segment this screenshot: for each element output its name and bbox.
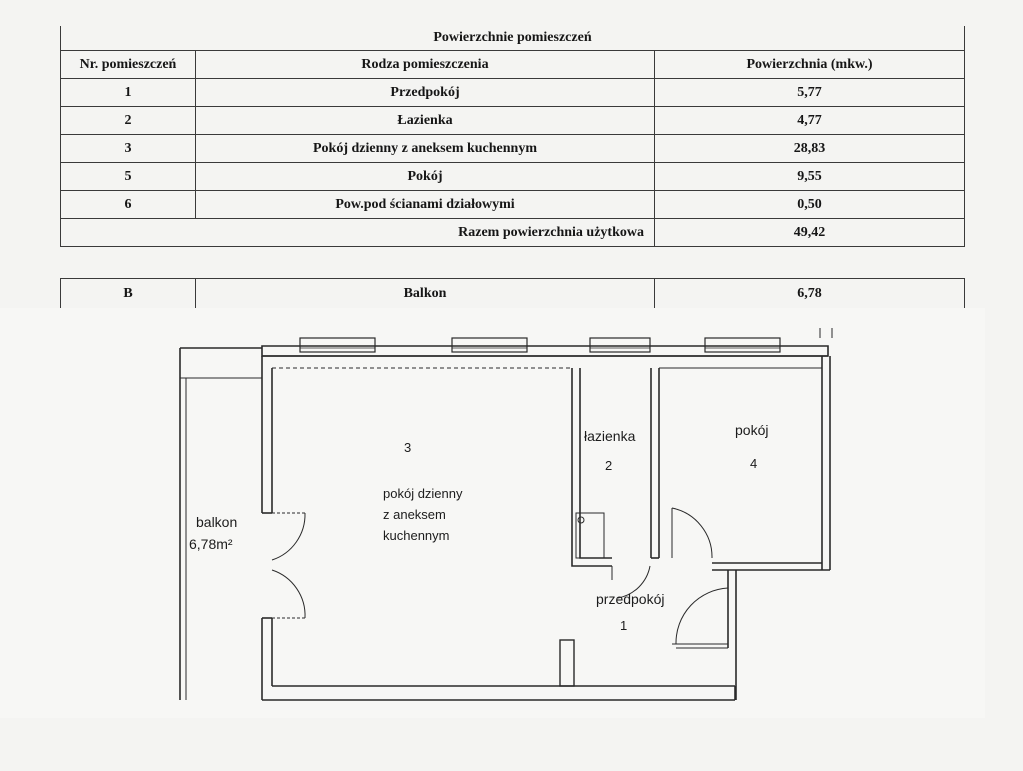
door-swing bbox=[272, 570, 305, 618]
wall-stub bbox=[560, 640, 574, 686]
total-label: Razem powierzchnia użytkowa bbox=[61, 219, 655, 247]
room-number: 1 bbox=[61, 79, 196, 107]
floor-plan bbox=[0, 308, 985, 718]
balcony-area: 6,78 bbox=[655, 279, 965, 310]
room-number: 6 bbox=[61, 191, 196, 219]
table-row bbox=[61, 135, 965, 163]
room-type: Przedpokój bbox=[196, 79, 655, 107]
total-row bbox=[61, 219, 965, 247]
room2-label: łazienka bbox=[584, 428, 636, 444]
room4-label: pokój bbox=[735, 422, 769, 438]
table-row bbox=[61, 79, 965, 107]
balcony-area-label: 6,78m² bbox=[189, 536, 233, 552]
room2-number: 2 bbox=[605, 458, 613, 473]
table-row bbox=[61, 107, 965, 135]
room3-label-line3: kuchennym bbox=[383, 528, 450, 543]
balcony-row bbox=[61, 279, 965, 310]
room4-number: 4 bbox=[750, 456, 758, 471]
window bbox=[300, 338, 375, 352]
balcony-type: Balkon bbox=[196, 279, 655, 310]
room4-door-swing bbox=[672, 508, 712, 558]
door-swing bbox=[272, 513, 305, 560]
window bbox=[705, 338, 780, 352]
room-area: 5,77 bbox=[655, 79, 965, 107]
room1-number: 1 bbox=[620, 618, 628, 633]
balcony-table bbox=[60, 278, 965, 309]
room-area: 9,55 bbox=[655, 163, 965, 191]
room-area: 28,83 bbox=[655, 135, 965, 163]
room3-label-line1: pokój dzienny bbox=[383, 486, 463, 501]
window bbox=[590, 338, 650, 352]
floor-plan-drawing bbox=[0, 308, 985, 718]
top-wall bbox=[262, 346, 828, 356]
room3-label-line2: z aneksem bbox=[383, 507, 446, 522]
room1-label: przedpokój bbox=[596, 591, 665, 607]
room-number: 2 bbox=[61, 107, 196, 135]
table-header-row bbox=[61, 51, 965, 79]
header-room-type: Rodza pomieszczenia bbox=[196, 51, 655, 79]
header-room-number: Nr. pomieszczeń bbox=[61, 51, 196, 79]
table-row bbox=[61, 191, 965, 219]
table-title: Powierzchnie pomieszczeń bbox=[61, 26, 965, 51]
balcony-number: B bbox=[61, 279, 196, 310]
room-number: 5 bbox=[61, 163, 196, 191]
room3-number: 3 bbox=[404, 440, 412, 455]
room-type: Pokój dzienny z aneksem kuchennym bbox=[196, 135, 655, 163]
entrance-door-swing bbox=[676, 588, 728, 644]
room-type: Pow.pod ścianami działowymi bbox=[196, 191, 655, 219]
balcony-label: balkon bbox=[196, 514, 238, 530]
room-type: Łazienka bbox=[196, 107, 655, 135]
room-area: 4,77 bbox=[655, 107, 965, 135]
room-area-table bbox=[60, 26, 965, 247]
header-area: Powierzchnia (mkw.) bbox=[655, 51, 965, 79]
room-type: Pokój bbox=[196, 163, 655, 191]
room-number: 3 bbox=[61, 135, 196, 163]
total-area: 49,42 bbox=[655, 219, 965, 247]
window bbox=[452, 338, 527, 352]
room-area: 0,50 bbox=[655, 191, 965, 219]
table-row bbox=[61, 163, 965, 191]
